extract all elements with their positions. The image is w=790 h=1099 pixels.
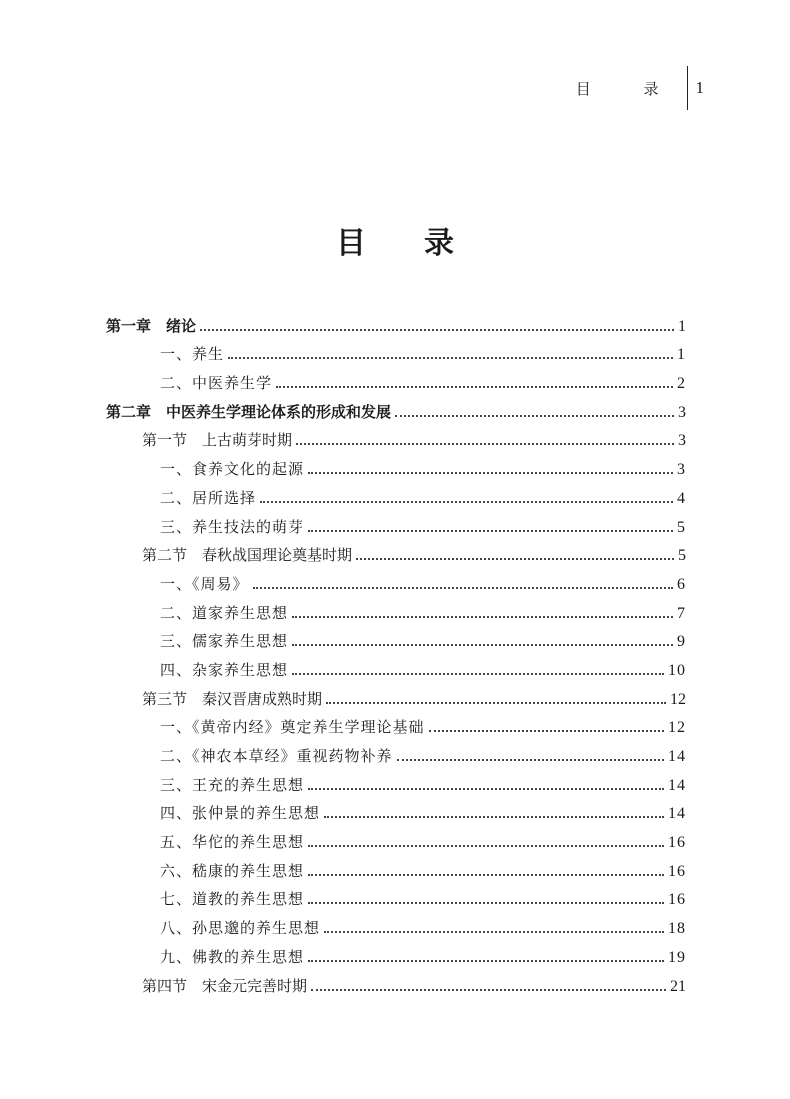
toc-dot-leader: [292, 673, 664, 675]
toc-entry-chapter[interactable]: [106, 310, 686, 339]
toc-entry-title: 七、道教的养生思想: [160, 890, 305, 909]
toc-entry-title: 二、居所选择: [160, 488, 257, 507]
toc-dot-leader: [324, 816, 664, 818]
toc-entry-title: 五、华佗的养生思想: [160, 833, 305, 852]
toc-dot-leader: [292, 616, 673, 618]
toc-entry-page-number: 19: [668, 948, 686, 966]
toc-entry-item[interactable]: [106, 769, 686, 798]
toc-entry-title: 九、佛教的养生思想: [160, 947, 305, 966]
toc-entry-page-number: 3: [678, 432, 686, 450]
toc-entry-title: 第一章 绪论: [106, 316, 197, 335]
running-head-page-number: 1: [695, 78, 704, 97]
toc-entry-title: 八、孙思邈的养生思想: [160, 919, 321, 938]
toc-entry-page-number: 16: [668, 834, 686, 852]
toc-entry-page-number: 21: [670, 977, 686, 995]
toc-dot-leader: [308, 874, 664, 876]
toc-entry-chapter[interactable]: [106, 396, 686, 425]
toc-entry-item[interactable]: [106, 740, 686, 769]
toc-entry-title: 四、杂家养生思想: [160, 660, 289, 679]
toc-dot-leader: [253, 587, 673, 589]
toc-entry-page-number: 5: [677, 518, 686, 536]
toc-entry-page-number: 1: [678, 317, 686, 335]
toc-entry-title: 六、嵇康的养生思想: [160, 861, 305, 880]
toc-entry-section[interactable]: [106, 970, 686, 999]
toc-entry-page-number: 9: [677, 633, 686, 651]
toc-entry-page-number: 1: [677, 346, 686, 364]
toc-dot-leader: [308, 472, 673, 474]
toc-dot-leader: [308, 530, 673, 532]
toc-entry-page-number: 18: [668, 920, 686, 938]
toc-entry-title: 第二节 春秋战国理论奠基时期: [142, 546, 353, 565]
toc-entry-page-number: 4: [677, 489, 686, 507]
running-head-divider: [687, 66, 688, 110]
toc-dot-leader: [296, 443, 674, 445]
toc-dot-leader: [276, 386, 673, 388]
toc-entry-page-number: 7: [677, 604, 686, 622]
toc-entry-page-number: 12: [670, 690, 686, 708]
toc-dot-leader: [308, 960, 664, 962]
toc-entry-title: 第三节 秦汉晋唐成熟时期: [142, 689, 323, 708]
toc-entry-title: 三、王充的养生思想: [160, 775, 305, 794]
toc-entry-item[interactable]: [106, 339, 686, 368]
toc-entry-title: 三、养生技法的萌芽: [160, 517, 305, 536]
toc-entry-item[interactable]: [106, 855, 686, 884]
toc-entry-title: 一、《黄帝内经》奠定养生学理论基础: [160, 718, 425, 737]
toc-dot-leader: [397, 759, 664, 761]
toc-entry-title: 三、儒家养生思想: [160, 632, 289, 651]
toc-entry-page-number: 14: [668, 805, 686, 823]
toc-entry-item[interactable]: [106, 367, 686, 396]
toc-entry-item[interactable]: [106, 568, 686, 597]
toc-entry-page-number: 2: [677, 375, 686, 393]
toc-entry-page-number: 14: [668, 748, 686, 765]
toc-entry-item[interactable]: [106, 941, 686, 970]
toc-dot-leader: [395, 415, 674, 417]
toc-dot-leader: [429, 730, 664, 732]
toc-entry-title: 二、中医养生学: [160, 374, 273, 393]
toc-entry-item[interactable]: [106, 626, 686, 655]
toc-dot-leader: [308, 902, 664, 904]
toc-dot-leader: [356, 558, 674, 560]
toc-entry-section[interactable]: [106, 425, 686, 454]
toc-entry-item[interactable]: [106, 798, 686, 827]
toc-entry-item[interactable]: [106, 597, 686, 626]
toc-entry-page-number: 6: [677, 575, 686, 593]
toc-entry-item[interactable]: [106, 654, 686, 683]
toc-entry-title: 一、食养文化的起源: [160, 460, 305, 479]
toc-entry-title: 第一节 上古萌芽时期: [142, 431, 293, 450]
toc-entry-item[interactable]: [106, 712, 686, 741]
toc-entry-page-number: 10: [668, 661, 686, 679]
running-head: [576, 66, 704, 110]
toc-entry-title: 第四节 宋金元完善时期: [142, 976, 308, 995]
toc-entry-title: 第二章 中医养生学理论体系的形成和发展: [106, 402, 392, 421]
toc-entry-title: 四、张仲景的养生思想: [160, 804, 321, 823]
toc-entry-page-number: 16: [668, 862, 686, 880]
toc-dot-leader: [260, 501, 673, 503]
toc-entry-section[interactable]: [106, 540, 686, 569]
toc-entry-page-number: 16: [668, 891, 686, 909]
toc-entry-item[interactable]: [106, 511, 686, 540]
toc-dot-leader: [228, 357, 673, 359]
page-title: 目录: [336, 226, 512, 261]
toc-entry-section[interactable]: [106, 683, 686, 712]
toc-dot-leader: [292, 644, 673, 646]
toc-dot-leader: [308, 845, 664, 847]
toc-dot-leader: [200, 329, 674, 331]
toc-entry-title: 二、道家养生思想: [160, 603, 289, 622]
table-of-contents: [106, 310, 686, 999]
toc-entry-page-number: 3: [677, 461, 686, 479]
toc-entry-item[interactable]: [106, 884, 686, 913]
toc-dot-leader: [308, 788, 664, 790]
toc-entry-item[interactable]: [106, 482, 686, 511]
toc-entry-item[interactable]: [106, 912, 686, 941]
toc-entry-title: 二、《神农本草经》重视药物补养: [160, 747, 393, 765]
toc-entry-page-number: 14: [668, 776, 686, 794]
toc-dot-leader: [311, 989, 666, 991]
toc-entry-page-number: 3: [678, 403, 686, 421]
toc-entry-title: 一、养生: [160, 345, 225, 364]
toc-entry-item[interactable]: [106, 453, 686, 482]
running-head-title: 目 录: [575, 79, 683, 98]
toc-entry-item[interactable]: [106, 826, 686, 855]
toc-entry-page-number: 5: [678, 547, 686, 565]
toc-dot-leader: [324, 931, 664, 933]
toc-entry-page-number: 12: [668, 719, 686, 737]
toc-dot-leader: [326, 702, 666, 704]
toc-entry-title: 一、《周易》: [160, 574, 249, 593]
